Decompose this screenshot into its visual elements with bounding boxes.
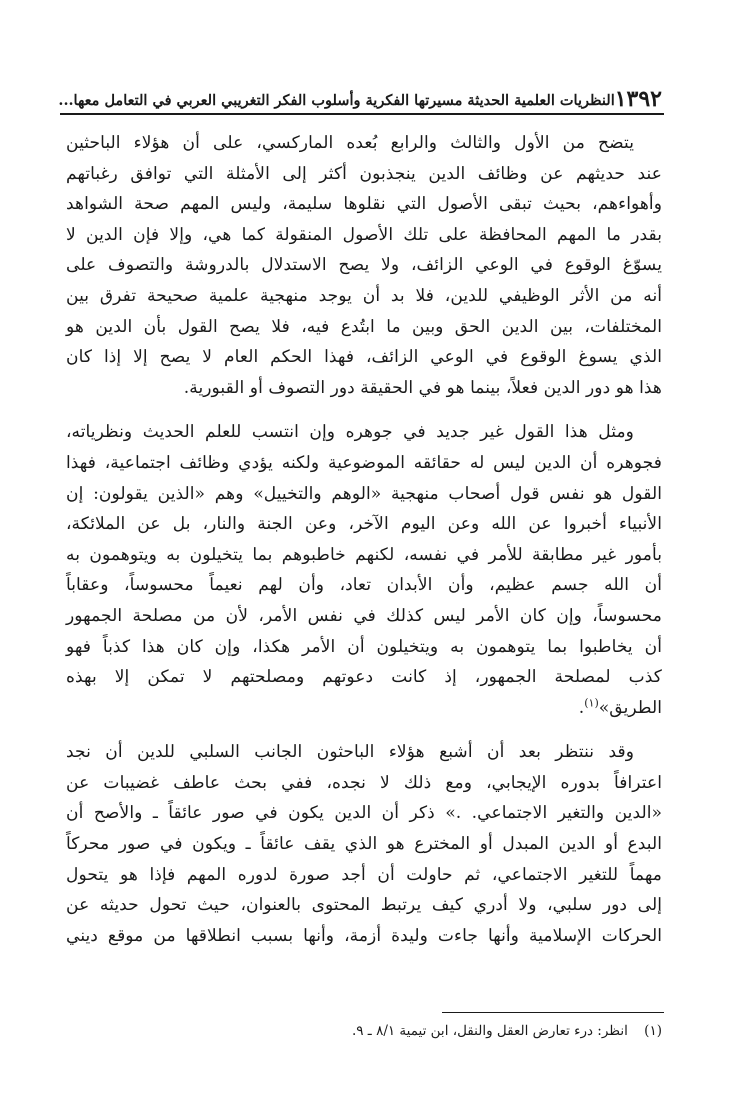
paragraph-3 bbox=[66, 737, 662, 951]
footnote-text: انظر: درء تعارض العقل والنقل، ابن تيمية ٨/١ ـ ٩. bbox=[351, 1023, 628, 1039]
text-line: اعترافاً بدوره الإيجابي، ومع ذلك لا نجده، ففي بحث عاطف غضيبات عن bbox=[66, 772, 662, 793]
body-text bbox=[66, 128, 662, 965]
text-line: كذب لمصلحة الجمهور، إذ كانت دعوتهم ومصلحتهم لا تمكن إلا بهذه bbox=[66, 667, 662, 688]
text-line: وقد ننتظر بعد أن أشبع هؤلاء الباحثون الجانب السلبي للدين أن نجد bbox=[66, 742, 634, 763]
footnote-reference[interactable]: (١) bbox=[584, 695, 599, 709]
trailing-punctuation: . bbox=[578, 697, 585, 718]
text-line: يسوّغ الوقوع في الوعي الزائف، ولا يصح الاستدلال بالدروشة والتصوف على bbox=[66, 255, 662, 276]
text-line: مهماً للتغير الاجتماعي، ثم حاولت أن أجد صورة لدوره المهم فإذا هو يتحول bbox=[66, 864, 662, 885]
footnote bbox=[66, 1020, 662, 1042]
text-line: أن الله جسم عظيم، وأن الأبدان تعاد، وأن لهم نعيماً محسوساً، وعقاباً bbox=[66, 575, 662, 596]
text-line: عند حديثهم عن وظائف الدين ينجذبون أكثر إلى الأمثلة التي توافق رغباتهم bbox=[66, 163, 662, 184]
text-line: بقدر ما المهم المحافظة على تلك الأصول المنقولة كما هي، وإلا فإن الدين لا bbox=[66, 224, 662, 245]
text-line: إلى دور سلبي، ولا أدري كيف يرتبط المحتوى بالعنوان، حيث تحول حديثه عن bbox=[66, 895, 662, 916]
paragraph-2 bbox=[66, 417, 662, 723]
text-line: الأنبياء أخبروا عن الله وعن اليوم الآخر، وعن الجنة والنار، بل عن الملائكة، bbox=[66, 514, 662, 535]
paragraph-1 bbox=[66, 128, 662, 403]
text-line: وأهواءهم، بحيث تبقى الأصول التي نقلوها سليمة، وليس المهم صحة الشواهد bbox=[66, 194, 662, 215]
header-rule bbox=[60, 113, 664, 115]
text-line: البدع أو الدين المبدل أو المخترع هو الذي يقف عائقاً ـ ويكون في صور محركاً bbox=[66, 834, 662, 855]
footnote-separator bbox=[442, 1012, 664, 1013]
text-line: «الدين والتغير الاجتماعي. .» ذكر أن الدين يكون في صور عائقاً ـ والأصح أن bbox=[66, 803, 662, 824]
text-line: المختلفات، بين الدين الحق وبين ما ابتُدع فيه، فلا يصح القول بأن الدين هو bbox=[66, 316, 662, 337]
running-header bbox=[58, 78, 662, 112]
page-number: ١٣٩٢ bbox=[614, 86, 662, 112]
text-line-with-footnote bbox=[66, 693, 662, 724]
text-line: فجوهره أن الدين ليس له حقائقه الموضوعية ولكنه يؤدي وظائف اجتماعية، فهذا bbox=[66, 452, 662, 473]
text-line: محسوساً، وإن كان الأمر ليس كذلك في نفس الأمر، لأن من مصلحة الجمهور bbox=[66, 605, 662, 626]
text-line: أنه من الأثر الوظيفي للدين، فلا بد أن يوجد منهجية علمية صحيحة تفرق بين bbox=[66, 285, 662, 306]
footnote-number: (١) bbox=[644, 1023, 662, 1039]
text-line: يتضح من الأول والثالث والرابع بُعده الماركسي، على أن هؤلاء الباحثين bbox=[66, 133, 634, 153]
text-line: الطريق» bbox=[598, 697, 662, 718]
running-title: النظريات العلمية الحديثة مسيرتها الفكرية وأسلوب الفكر التغريبي العربي في التعامل معها... bbox=[58, 91, 615, 109]
text-line: هذا هو دور الدين فعلاً، بينما هو في الحقيقة دور التصوف أو القبورية. bbox=[183, 377, 662, 398]
text-line: الذي يسوغ الوقوع في الوعي الزائف، فهذا الحكم العام لا يصح إلا إذا كان bbox=[66, 347, 662, 368]
text-line: الحركات الإسلامية وأنها جاءت وليدة أزمة، وأنها بسبب انطلاقها من موقع ديني bbox=[66, 925, 662, 946]
text-line: أن يخاطبوا بما يتوهمون به ويتخيلون أن الأمر هكذا، وإن كان هذا كذباً فهو bbox=[66, 636, 662, 657]
text-line: بأمور غير مطابقة للأمر في نفسه، لكنهم خاطبوهم بما يتخيلون به ويتوهمون به bbox=[66, 544, 662, 565]
text-line: ومثل هذا القول غير جديد في جوهره وإن انتسب للعلم الحديث ونظرياته، bbox=[66, 422, 634, 443]
text-line: القول هو نفس قول أصحاب منهجية «الوهم والتخييل» وهم «الذين يقولون: إن bbox=[66, 483, 662, 504]
